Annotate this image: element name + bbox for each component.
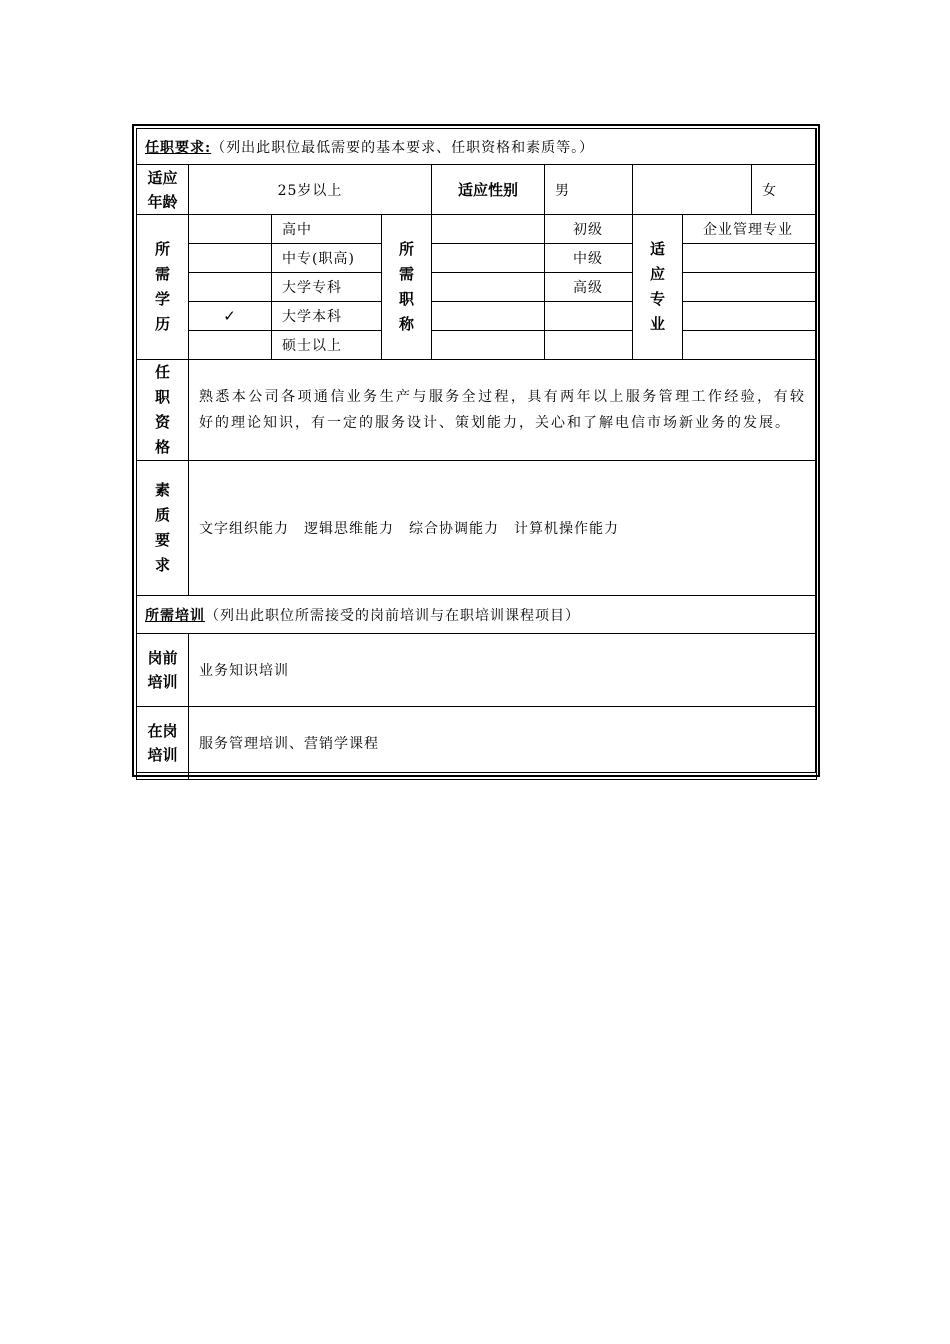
training-header-row xyxy=(137,596,817,634)
gender-male-label: 男 xyxy=(545,165,633,215)
gender-female-label: 女 xyxy=(752,165,817,215)
major-value: 企业管理专业 xyxy=(683,215,817,244)
age-gender-row xyxy=(137,165,817,215)
title-check-cell xyxy=(432,215,545,244)
major-label: 适 应 专 业 xyxy=(633,215,683,360)
job-requirements-table xyxy=(136,128,817,780)
education-row xyxy=(137,244,817,273)
pre-training-label: 岗前 培训 xyxy=(137,634,189,707)
major-cell xyxy=(683,302,817,331)
requirements-header xyxy=(137,129,817,165)
education-check-cell xyxy=(189,331,272,360)
requirements-note: （列出此职位最低需要的基本要求、任职资格和素质等。） xyxy=(211,139,595,156)
title-level-empty xyxy=(545,302,633,331)
education-check-mark: ✓ xyxy=(189,302,272,331)
major-cell xyxy=(683,273,817,302)
education-level: 大学专科 xyxy=(272,273,382,302)
education-level: 大学本科 xyxy=(272,302,382,331)
title-level: 初级 xyxy=(545,215,633,244)
education-row xyxy=(137,302,817,331)
education-level: 硕士以上 xyxy=(272,331,382,360)
on-job-training-row xyxy=(137,707,817,780)
education-check-cell xyxy=(189,244,272,273)
education-row xyxy=(137,215,817,244)
training-header xyxy=(137,596,817,634)
education-check-cell xyxy=(189,215,272,244)
training-title: 所需培训 xyxy=(145,607,205,624)
title-label: 所 需 职 称 xyxy=(382,215,432,360)
quality-text: 文字组织能力 逻辑思维能力 综合协调能力 计算机操作能力 xyxy=(189,461,817,596)
education-row xyxy=(137,273,817,302)
title-check-cell xyxy=(432,331,545,360)
on-job-training-value: 服务管理培训、营销学课程 xyxy=(189,707,817,780)
age-label: 适应 年龄 xyxy=(137,165,189,215)
title-level: 中级 xyxy=(545,244,633,273)
title-check-cell xyxy=(432,244,545,273)
education-level: 高中 xyxy=(272,215,382,244)
age-value: 25岁以上 xyxy=(189,165,432,215)
title-check-cell xyxy=(432,273,545,302)
gender-male-check xyxy=(633,165,752,215)
training-note: （列出此职位所需接受的岗前培训与在职培训课程项目） xyxy=(205,607,580,624)
education-check-cell xyxy=(189,273,272,302)
qualification-text: 熟悉本公司各项通信业务生产与服务全过程，具有两年以上服务管理工作经验，有较好的理论知识，有一定的服务设计、策划能力，关心和了解电信市场新业务的发展。 xyxy=(189,360,817,461)
title-level: 高级 xyxy=(545,273,633,302)
on-job-training-label: 在岗 培训 xyxy=(137,707,189,780)
pre-training-row xyxy=(137,634,817,707)
requirements-colon: : xyxy=(205,139,212,156)
qualification-label: 任 职 资 格 xyxy=(137,360,189,461)
education-row xyxy=(137,331,817,360)
pre-training-value: 业务知识培训 xyxy=(189,634,817,707)
major-cell xyxy=(683,244,817,273)
qualification-row xyxy=(137,360,817,461)
major-cell xyxy=(683,331,817,360)
quality-row xyxy=(137,461,817,596)
quality-label: 素 质 要 求 xyxy=(137,461,189,596)
requirements-header-row xyxy=(137,129,817,165)
education-label: 所 需 学 历 xyxy=(137,215,189,360)
title-level-empty xyxy=(545,331,633,360)
requirements-title: 任职要求 xyxy=(145,139,205,156)
gender-label: 适应性别 xyxy=(432,165,545,215)
education-level: 中专(职高) xyxy=(272,244,382,273)
title-check-cell xyxy=(432,302,545,331)
